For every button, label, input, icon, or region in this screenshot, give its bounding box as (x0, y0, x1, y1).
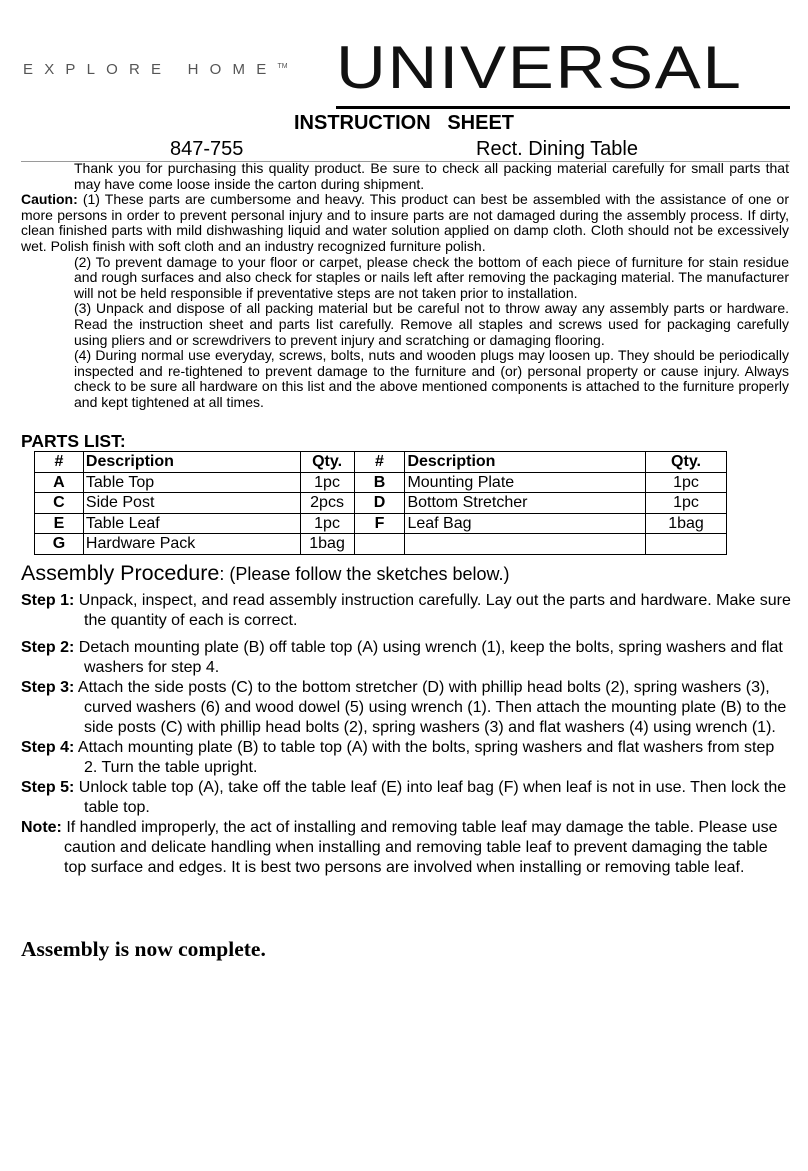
part-qty: 1pc (646, 493, 727, 514)
assembly-subtitle: : (Please follow the sketches below.) (219, 564, 510, 584)
assembly-heading (21, 559, 510, 590)
brand-logo: UNIVERSAL (336, 34, 743, 101)
table-row (35, 534, 727, 555)
step-label: Step 2: (21, 639, 75, 656)
header-cell: Qty. (646, 452, 727, 473)
intro-section (21, 161, 789, 411)
table-row (35, 493, 727, 514)
parts-table (34, 451, 727, 555)
step-label: Step 5: (21, 779, 75, 796)
part-description: Side Post (83, 493, 300, 514)
part-description: Table Top (83, 472, 300, 493)
note-text: If handled improperly, the act of installing and removing table leaf may damage the table. Please use caution and delicate handling when installing and removing table leaf to prevent damaging the table top surface and edges. It is best two persons are involved when installing or removing table leaf. (61, 819, 778, 876)
header-cell: Description (405, 452, 646, 473)
note (21, 818, 791, 878)
part-qty: 1pc (300, 513, 354, 534)
assembly-steps (21, 591, 791, 878)
header-cell: Description (83, 452, 300, 473)
step-text: Attach the side posts (C) to the bottom stretcher (D) with phillip head bolts (2), spring washers (3), curved washers (6) and wood dowel (5) using wrench (1). Then attach the mounting plate (B) to the side posts (C) with phillip head bolts (2), spring washers (3) and flat washers (4) using wrench (1). (74, 679, 787, 736)
part-id: E (35, 513, 84, 534)
caution-maintenance: (4) During normal use everyday, screws, bolts, nuts and wooden plugs may loosen up. They should be periodically inspected and re-tightened to prevent damage to the furniture and (or) personal property or cause injury. Always check to be sure all hardware on this list and the above mentioned components is attached to the furniture properly and kept tightened at all times. (74, 347, 789, 410)
header-cell: Qty. (300, 452, 354, 473)
note-label: Note: (21, 819, 62, 836)
assembly-title: Assembly Procedure (21, 561, 220, 585)
trademark-mark: TM (277, 63, 288, 70)
part-qty: 2pcs (300, 493, 354, 514)
part-id: F (354, 513, 405, 534)
part-qty (646, 534, 727, 555)
part-id: B (354, 472, 405, 493)
part-id: C (35, 493, 84, 514)
part-qty: 1bag (646, 513, 727, 534)
part-id: D (354, 493, 405, 514)
caution-label: Caution: (21, 191, 78, 208)
brand-tagline-text: EXPLORE HOME (23, 61, 278, 78)
part-description: Leaf Bag (405, 513, 646, 534)
step-label: Step 3: (21, 679, 75, 696)
step-text: Unlock table top (A), take off the table leaf (E) into leaf bag (F) when leaf is not in use. Then lock the table top. (74, 779, 787, 816)
table-header-row (35, 452, 727, 473)
part-qty: 1bag (300, 534, 354, 555)
parts-list-heading: PARTS LIST: (21, 431, 126, 451)
step-1 (21, 591, 791, 631)
part-id (354, 534, 405, 555)
part-description (405, 534, 646, 555)
part-qty: 1pc (646, 472, 727, 493)
intro-thanks: Thank you for purchasing this quality product. Be sure to check all packing material carefully for small parts that may have come loose inside the carton during shipment. (74, 160, 789, 192)
completion-message: Assembly is now complete. (21, 937, 266, 961)
part-description: Mounting Plate (405, 472, 646, 493)
step-5 (21, 778, 791, 818)
spacer (21, 631, 791, 638)
part-description: Table Leaf (83, 513, 300, 534)
part-qty: 1pc (300, 472, 354, 493)
step-label: Step 4: (21, 739, 75, 756)
step-2 (21, 638, 791, 678)
caution-text: (1) These parts are cumbersome and heavy. This product can best be assembled with the assistance of one or more persons in order to prevent personal injury and to insure parts are not damaged during the assembly process. If dirty, clean finished parts with mild dishwashing liquid and water solution applied on damp cloth. Cloth should not be excessively wet. Polish finish with soft cloth and an industry recognized furniture polish. (21, 191, 789, 254)
step-text: Detach mounting plate (B) off table top (A) using wrench (1), keep the bolts, spring washers and flat washers for step 4. (74, 639, 783, 676)
part-id: G (35, 534, 84, 555)
part-id: A (35, 472, 84, 493)
step-text: Attach mounting plate (B) to table top (A) with the bolts, spring washers and flat washers from step 2. Turn the table upright. (74, 739, 775, 776)
brand-tagline (23, 61, 288, 78)
step-label: Step 1: (21, 592, 75, 609)
product-name: Rect. Dining Table (476, 138, 638, 160)
part-description: Hardware Pack (83, 534, 300, 555)
caution-floor: (2) To prevent damage to your floor or carpet, please check the bottom of each piece of furniture for stain residue and rough surfaces and also check for staples or nails left after removing the packaging material. The manufacturer will not be held responsible if preventative steps are not taken prior to installation. (74, 253, 789, 301)
header-cell: # (35, 452, 84, 473)
caution-paragraph (21, 192, 789, 254)
caution-unpack: (3) Unpack and dispose of all packing material but be careful not to throw away any assembly parts or hardware. Read the instruction sheet and parts list carefully. Remove all staples and screws used for packaging carefully using pliers and or screwdrivers to prevent injury and scratching or damaging flooring. (74, 300, 789, 348)
header-cell: # (354, 452, 405, 473)
table-row (35, 472, 727, 493)
model-number: 847-755 (170, 138, 244, 160)
step-3 (21, 678, 791, 738)
step-text: Unpack, inspect, and read assembly instruction carefully. Lay out the parts and hardware. Make sure the quantity of each is correct. (74, 592, 791, 629)
header-divider (336, 106, 790, 109)
step-4 (21, 738, 791, 778)
table-row (35, 513, 727, 534)
page-title: INSTRUCTION SHEET (293, 112, 514, 134)
part-description: Bottom Stretcher (405, 493, 646, 514)
